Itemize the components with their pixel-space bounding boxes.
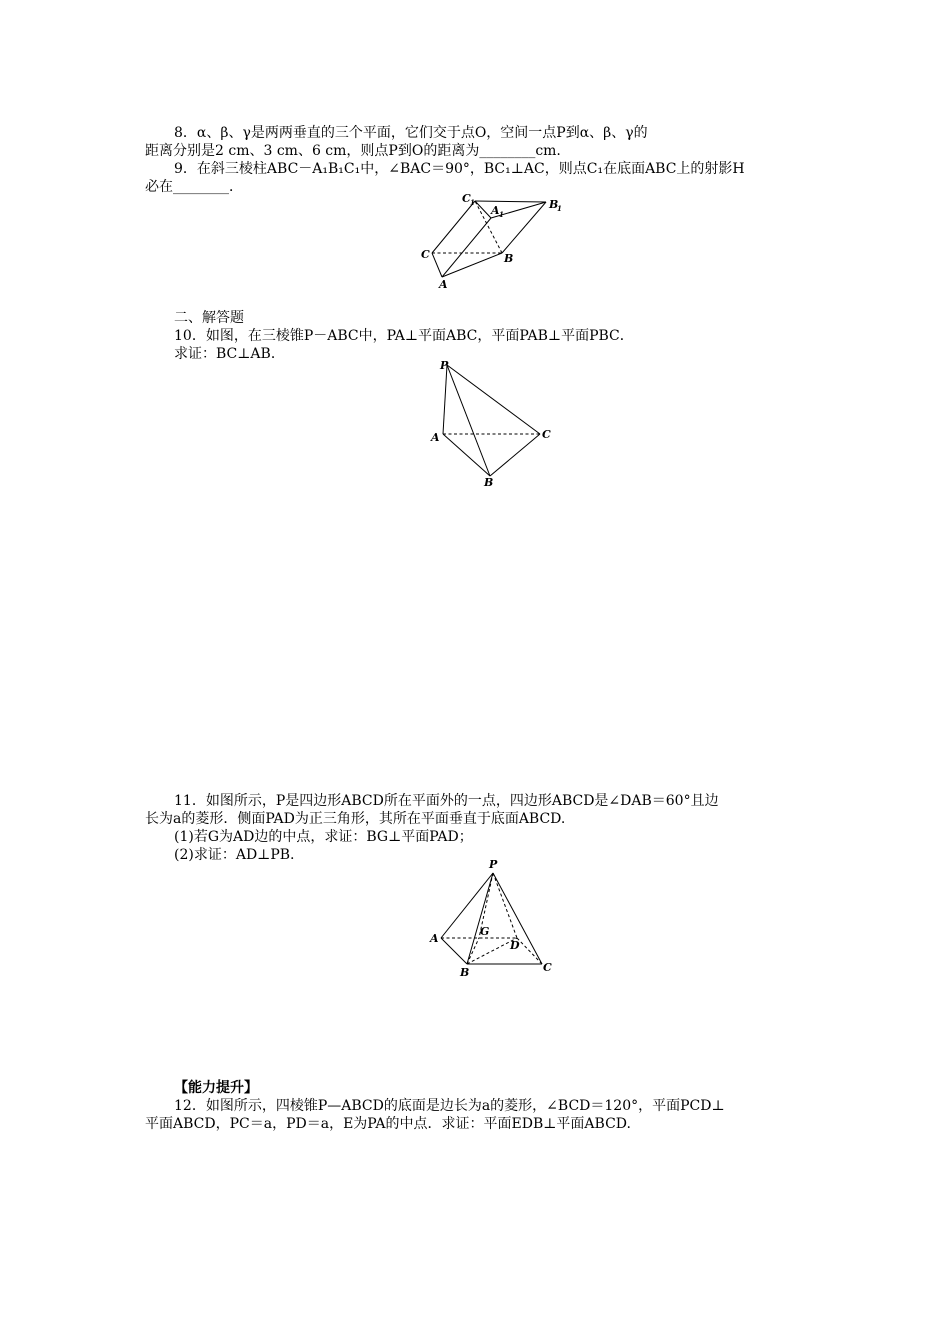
q9-line-2: 必在________． <box>145 179 243 195</box>
edge-p-b <box>467 873 493 964</box>
label-b: B <box>484 476 494 489</box>
edge-a-a1 <box>442 218 491 277</box>
edge-p-c <box>447 365 540 434</box>
q10-line-1: 10．如图，在三棱锥P－ABC中，PA⊥平面ABC，平面PAB⊥平面PBC． <box>174 328 634 344</box>
label-b1-sub: 1 <box>557 204 562 213</box>
edge-c1-a1 <box>475 201 491 218</box>
label-c: C <box>542 428 551 441</box>
q11-line-4: (2)求证：AD⊥PB. <box>174 847 295 863</box>
label-p: P <box>489 858 498 871</box>
label-b: B <box>504 252 514 265</box>
q8-line-1: 8．α、β、γ是两两垂直的三个平面，它们交于点O，空间一点P到α、β、γ的 <box>174 125 648 141</box>
q11-line-1: 11．如图所示，P是四边形ABCD所在平面外的一点，四边形ABCD是∠DAB＝60°且边 <box>174 793 719 809</box>
edge-p-b <box>447 365 490 476</box>
label-c: C <box>543 961 552 974</box>
edge-b-c <box>490 434 540 476</box>
edge-a-b <box>441 938 467 964</box>
edge-c1-b1 <box>475 201 546 202</box>
q11-line-3: (1)若G为AD边的中点，求证：BG⊥平面PAD； <box>174 829 473 845</box>
edge-d-c-hidden <box>517 938 542 964</box>
label-c: C <box>421 248 430 261</box>
edge-p-a <box>443 365 447 434</box>
edge-p-d-hidden <box>493 873 517 938</box>
q11-pyramid-figure <box>425 855 565 980</box>
label-a: A <box>430 932 439 945</box>
edge-b-b1 <box>502 202 546 253</box>
label-a: A <box>431 431 440 444</box>
label-g: G <box>480 925 490 938</box>
q10-tetrahedron-figure <box>425 355 565 490</box>
label-d: D <box>510 939 520 952</box>
label-a1-sub: 1 <box>499 210 504 219</box>
q9-prism-figure <box>410 190 580 290</box>
q8-line-2: 距离分别是2 cm、3 cm、6 cm，则点P到O的距离为________cm. <box>145 143 561 159</box>
q11-line-2: 长为a的菱形．侧面PAD为正三角形，其所在平面垂直于底面ABCD. <box>145 811 566 827</box>
edge-a-b <box>442 253 502 277</box>
label-b1: B <box>549 198 559 211</box>
q9-line-1: 9．在斜三棱柱ABC－A₁B₁C₁中，∠BAC＝90°，BC₁⊥AC，则点C₁在底面ABC上的射影H <box>174 161 745 177</box>
label-a1: A <box>491 204 500 217</box>
label-a: A <box>439 278 448 291</box>
label-p: P <box>440 359 449 372</box>
q12-line-2: 平面ABCD，PC＝a，PD＝a，E为PA的中点．求证：平面EDB⊥平面ABCD. <box>145 1116 631 1132</box>
edge-c-a <box>432 253 442 277</box>
edge-a-b <box>443 434 490 476</box>
label-c1-sub: 1 <box>470 198 475 207</box>
label-b: B <box>460 966 470 979</box>
q12-line-1: 12．如图所示，四棱锥P—ABCD的底面是边长为a的菱形，∠BCD＝120°，平面PCD⊥ <box>174 1098 725 1114</box>
label-c1: C <box>462 192 471 205</box>
section-title: 二、解答题 <box>174 310 244 326</box>
ability-section-title: 【能力提升】 <box>174 1080 258 1096</box>
q10-line-2: 求证：BC⊥AB． <box>174 346 285 362</box>
